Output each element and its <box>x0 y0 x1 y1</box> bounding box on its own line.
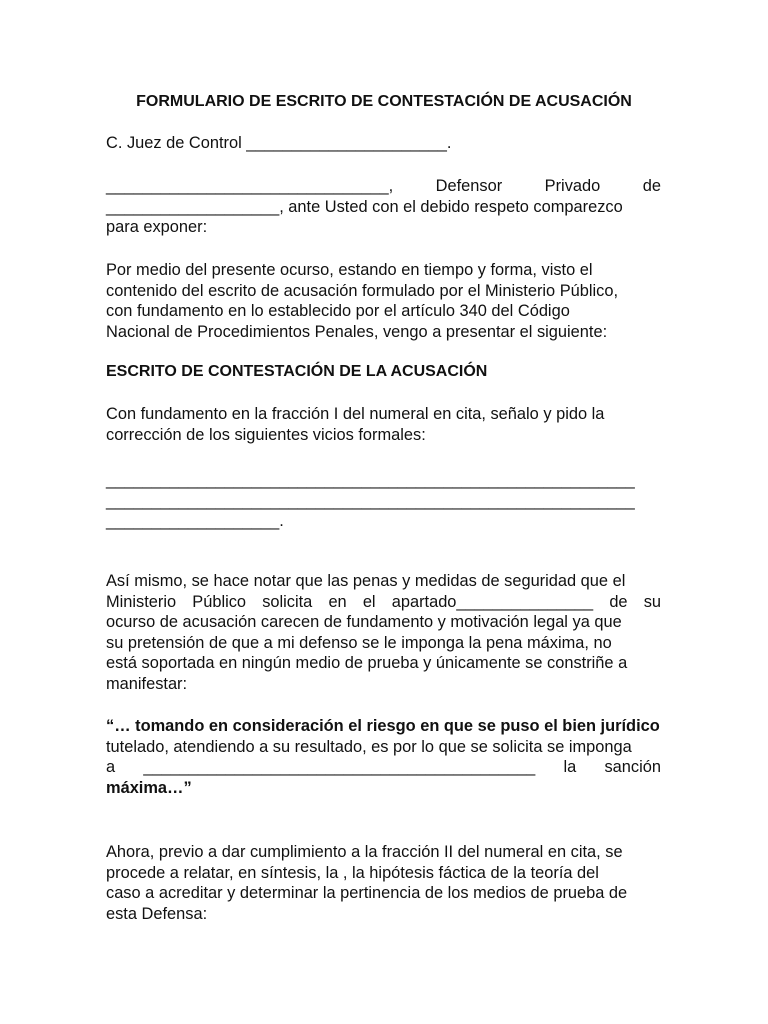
p3-word-el: el <box>362 592 376 611</box>
p3-word-de: de <box>609 592 628 611</box>
intro-word-privado: Privado <box>544 177 601 195</box>
paragraph-4 <box>106 842 661 924</box>
section-heading: ESCRITO DE CONTESTACIÓN DE LA ACUSACIÓN <box>106 363 488 380</box>
paragraph-4-line-4: esta Defensa: <box>106 904 208 923</box>
paragraph-3 <box>106 571 661 694</box>
p3-word-solicita: solicita <box>262 592 313 611</box>
paragraph-1-line-1: Por medio del presente ocurso, estando en tiempo y forma, visto el <box>106 261 593 279</box>
p3-word-en: en <box>328 592 347 611</box>
paragraph-2-line-2: corrección de los siguientes vicios formales: <box>106 425 426 444</box>
blank-lines <box>106 470 661 532</box>
document-title: FORMULARIO DE ESCRITO DE CONTESTACIÓN DE ACUSACIÓN <box>136 93 632 110</box>
paragraph-3-line-5: está soportada en ningún medio de prueba y únicamente se constriñe a <box>106 654 628 672</box>
paragraph-4-line-1: Ahora, previo a dar cumplimiento a la fracción II del numeral en cita, se <box>106 843 623 861</box>
intro-paragraph <box>106 176 661 238</box>
paragraph-1-line-3: con fundamento en lo establecido por el artículo 340 del Código <box>106 302 570 320</box>
quote-word-a: a <box>106 758 116 776</box>
intro-line-1 <box>106 176 661 197</box>
blank-line-1: __________________________________________________________ <box>106 471 635 489</box>
quote-line-3 <box>106 757 661 778</box>
blank-line-3: ___________________. <box>106 512 284 530</box>
intro-word-defensor: Defensor <box>435 177 503 195</box>
quote-line-2: tutelado, atendiendo a su resultado, es por lo que se solicita se imponga <box>106 737 632 756</box>
paragraph-1-line-2: contenido del escrito de acusación formulado por el Ministerio Público, <box>106 281 619 300</box>
paragraph-3-line-4: su pretensión de que a mi defenso se le imponga la pena máxima, no <box>106 633 612 652</box>
paragraph-4-line-3: caso a acreditar y determinar la pertinencia de los medios de prueba de <box>106 884 628 902</box>
p3-word-su: su <box>643 592 661 611</box>
intro-line-3: para exponer: <box>106 218 208 236</box>
p3-word-publico: Público <box>192 592 247 611</box>
paragraph-3-line-6: manifestar: <box>106 674 188 693</box>
paragraph-2 <box>106 404 661 445</box>
addressee-line <box>106 133 661 154</box>
intro-line-2: ___________________, ante Usted con el debido respeto comparezco <box>106 197 623 216</box>
paragraph-3-line-3: ocurso de acusación carecen de fundamento y motivación legal ya que <box>106 613 622 631</box>
quote-blank: ___________________________________________ <box>143 758 536 776</box>
quote-line-1: “… tomando en consideración el riesgo en que se puso el bien jurídico <box>106 717 660 735</box>
p3-word-apartado: apartado_______________ <box>391 592 594 611</box>
quote-block <box>106 716 661 798</box>
intro-blank-name: _______________________________, <box>106 177 394 195</box>
paragraph-2-line-1: Con fundamento en la fracción I del numeral en cita, señalo y pido la <box>106 405 605 423</box>
quote-line-4: máxima…” <box>106 778 192 797</box>
paragraph-3-line-2 <box>106 592 661 613</box>
quote-word-la: la <box>563 758 577 776</box>
intro-word-de: de <box>642 177 661 195</box>
paragraph-4-line-2: procede a relatar, en síntesis, la , la hipótesis fáctica de la teoría del <box>106 863 599 882</box>
paragraph-3-line-1: Así mismo, se hace notar que las penas y medidas de seguridad que el <box>106 572 626 590</box>
p3-word-ministerio: Ministerio <box>106 592 177 611</box>
paragraph-1 <box>106 260 661 342</box>
blank-line-2: __________________________________________________________ <box>106 491 635 510</box>
addressee-text: C. Juez de Control ______________________. <box>106 134 452 152</box>
paragraph-1-line-4: Nacional de Procedimientos Penales, vengo a presentar el siguiente: <box>106 322 608 341</box>
quote-word-sancion: sanción <box>604 758 661 776</box>
